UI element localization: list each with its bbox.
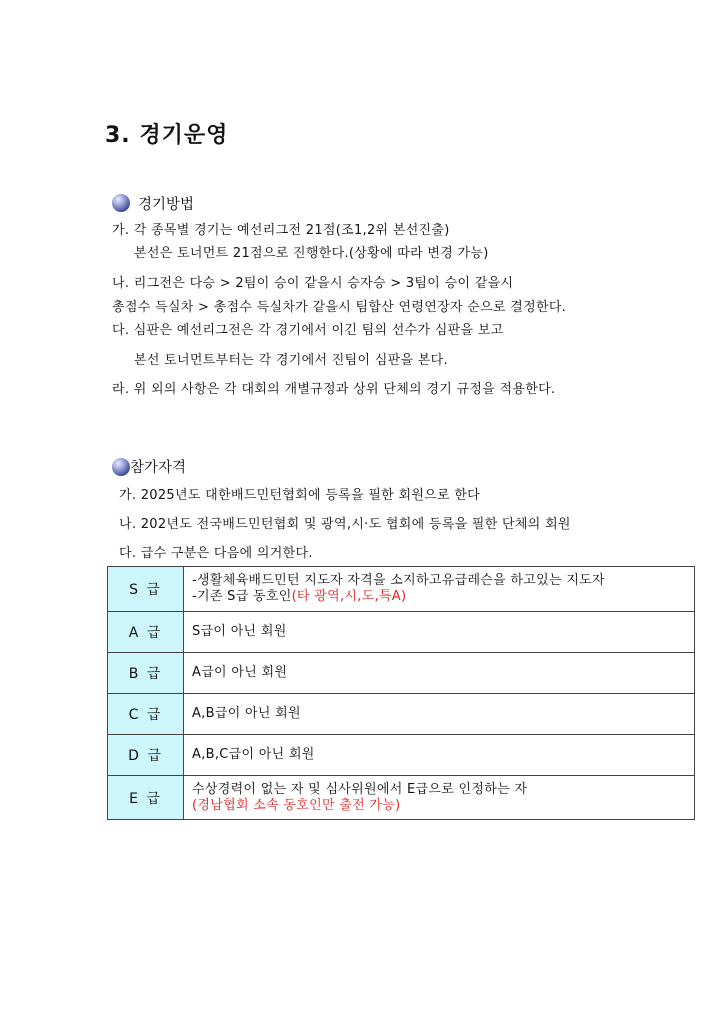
method-line-1: 가. 각 종목별 경기는 예선리그전 21점(조1,2위 본선진출) bbox=[112, 223, 450, 238]
method-line-2: 본선은 토너먼트 21점으로 진행한다.(상황에 따라 변경 가능) bbox=[134, 246, 489, 261]
grade-description-line bbox=[192, 589, 694, 605]
sphere-bullet-icon bbox=[112, 194, 130, 212]
grade-description-line: -생활체육배드민턴 지도자 자격을 소지하고유급레슨을 하고있는 지도자 bbox=[192, 573, 605, 588]
eligibility-line-1: 가. 2025년도 대한배드민턴협회에 등록을 필한 회원으로 한다 bbox=[119, 488, 481, 503]
grade-description: A급이 아닌 회원 bbox=[184, 653, 695, 694]
grade-cell: A 급 bbox=[108, 612, 184, 653]
sphere-bullet-icon bbox=[112, 458, 130, 476]
grade-description-text: -기존 S급 동호인 bbox=[192, 589, 292, 604]
table-row bbox=[108, 612, 695, 653]
table-row bbox=[108, 653, 695, 694]
grade-note-red: (타 광역,시,도,특A) bbox=[291, 589, 407, 604]
grade-note-red: (경남협회 소속 동호인만 출전 가능) bbox=[192, 797, 401, 813]
page-title: 3. 경기운영 bbox=[105, 123, 229, 148]
section-heading-eligibility: 참가자격 bbox=[130, 460, 187, 476]
table-row bbox=[108, 567, 695, 612]
grade-cell: S 급 bbox=[108, 567, 184, 612]
method-line-4: 총점수 득실차 > 총점수 득실차가 같을시 팀합산 연령연장자 순으로 결정한다. bbox=[112, 300, 567, 315]
grade-description-line: 수상경력이 없는 자 및 심사위원에서 E급으로 인정하는 자 bbox=[192, 781, 528, 797]
grade-description bbox=[184, 776, 695, 820]
method-line-7: 라. 위 외의 사항은 각 대회의 개별규정과 상위 단체의 경기 규정을 적용한다. bbox=[112, 382, 556, 397]
grade-description: A,B급이 아닌 회원 bbox=[184, 694, 695, 735]
eligibility-line-2: 나. 202년도 전국배드민턴협회 및 광역,시·도 협회에 등록을 필한 단체의 회원 bbox=[119, 517, 571, 532]
grade-description: S급이 아닌 회원 bbox=[184, 612, 695, 653]
method-line-6: 본선 토너먼트부터는 각 경기에서 진팀이 심판을 본다. bbox=[134, 353, 448, 368]
grade-cell: C 급 bbox=[108, 694, 184, 735]
method-line-3: 나. 리그전은 다승 > 2팀이 승이 같을시 승자승 > 3팀이 승이 같을시 bbox=[112, 276, 514, 291]
table-row bbox=[108, 694, 695, 735]
grade-table bbox=[107, 566, 695, 820]
grade-cell: D 급 bbox=[108, 735, 184, 776]
table-row bbox=[108, 735, 695, 776]
grade-description: A,B,C급이 아닌 회원 bbox=[184, 735, 695, 776]
method-line-5: 다. 심판은 예선리그전은 각 경기에서 이긴 팀의 선수가 심판을 보고 bbox=[112, 323, 504, 338]
grade-description bbox=[184, 567, 695, 612]
section-heading-method: 경기방법 bbox=[138, 197, 195, 213]
table-row bbox=[108, 776, 695, 820]
grade-cell: E 급 bbox=[108, 776, 184, 820]
eligibility-line-3: 다. 급수 구분은 다음에 의거한다. bbox=[119, 546, 313, 561]
grade-cell: B 급 bbox=[108, 653, 184, 694]
